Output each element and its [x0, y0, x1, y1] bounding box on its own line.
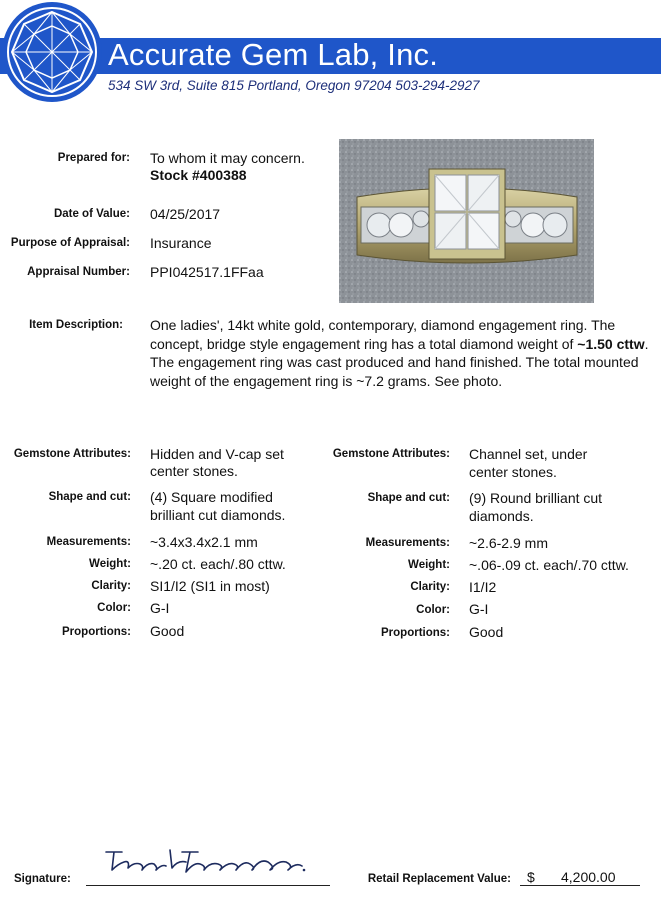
item-description	[150, 316, 655, 390]
date-of-value: 04/25/2017	[150, 206, 221, 222]
left-gemstone-attributes-label: Gemstone Attributes:	[13, 448, 131, 460]
right-measurements: ~2.6-2.9 mm	[469, 535, 548, 551]
right-shape-label: Shape and cut:	[367, 492, 450, 504]
replacement-value: 4,200.00	[561, 869, 616, 885]
left-proportions-label: Proportions:	[62, 626, 131, 638]
prepared-for-label: Prepared for:	[57, 152, 130, 164]
right-gemstone-attributes: Channel set, under	[469, 446, 588, 462]
right-gemstone-attributes-label: Gemstone Attributes:	[332, 448, 450, 460]
description-text-start: One ladies', 14kt white gold, contemporary, diamond engagement ring. The concept, bridge style engagement ring has a total diamond weight of	[150, 317, 616, 352]
appraisal-number-label: Appraisal Number:	[27, 266, 130, 278]
right-proportions-label: Proportions:	[381, 627, 450, 639]
left-clarity: SI1/I2 (SI1 in most)	[150, 578, 270, 594]
right-clarity-label: Clarity:	[410, 581, 450, 593]
description-text-end: . The engagement ring was cast produced and hand finished. The total mounted weight of the engagement ring is ~7.2 grams. See photo.	[150, 335, 649, 389]
replacement-value-line	[520, 885, 640, 886]
right-color-label: Color:	[416, 604, 450, 616]
left-weight-label: Weight:	[89, 558, 131, 570]
left-proportions: Good	[150, 623, 185, 639]
right-gemstone-attributes-2: center stones.	[469, 464, 557, 480]
left-clarity-label: Clarity:	[91, 580, 131, 592]
left-color: G-I	[150, 600, 170, 616]
left-measurements-label: Measurements:	[46, 536, 131, 548]
right-shape: (9) Round brilliant cut	[469, 490, 603, 506]
right-weight: ~.06-.09 ct. each/.70 cttw.	[469, 557, 629, 573]
currency-symbol: $	[527, 869, 535, 885]
left-gemstone-attributes: Hidden and V-cap set	[150, 446, 284, 462]
right-clarity: I1/I2	[469, 579, 497, 595]
letterhead	[0, 0, 661, 102]
left-shape: (4) Square modified	[150, 489, 273, 505]
date-of-value-label: Date of Value:	[53, 208, 130, 220]
appraisal-number: PPI042517.1FFaa	[150, 264, 264, 280]
item-description-label: Item Description:	[29, 319, 123, 331]
right-measurements-label: Measurements:	[365, 537, 450, 549]
signature-label: Signature:	[14, 873, 71, 885]
left-color-label: Color:	[97, 602, 131, 614]
right-weight-label: Weight:	[408, 559, 450, 571]
handwritten-signature	[100, 838, 310, 884]
left-gemstone-attributes-2: center stones.	[150, 463, 238, 479]
replacement-value-label: Retail Replacement Value:	[367, 873, 511, 885]
left-measurements: ~3.4x3.4x2.1 mm	[150, 534, 258, 550]
company-name: Accurate Gem Lab, Inc.	[108, 37, 439, 72]
stock-number: Stock #400388	[150, 167, 247, 183]
company-address: 534 SW 3rd, Suite 815 Portland, Oregon 97204 503-294-2927	[108, 78, 480, 93]
total-weight: ~1.50 cttw	[577, 335, 645, 352]
purpose-label: Purpose of Appraisal:	[10, 237, 130, 249]
right-color: G-I	[469, 601, 489, 617]
left-shape-2: brilliant cut diamonds.	[150, 507, 286, 523]
left-shape-label: Shape and cut:	[48, 491, 131, 503]
signature-line	[86, 885, 330, 886]
left-weight: ~.20 ct. each/.80 cttw.	[150, 556, 286, 572]
right-shape-2: diamonds.	[469, 508, 534, 524]
right-proportions: Good	[469, 624, 504, 640]
diamond-logo-icon	[0, 0, 104, 104]
prepared-for-value: To whom it may concern.	[150, 150, 305, 166]
ring-photo	[339, 139, 594, 303]
purpose-value: Insurance	[150, 235, 212, 251]
